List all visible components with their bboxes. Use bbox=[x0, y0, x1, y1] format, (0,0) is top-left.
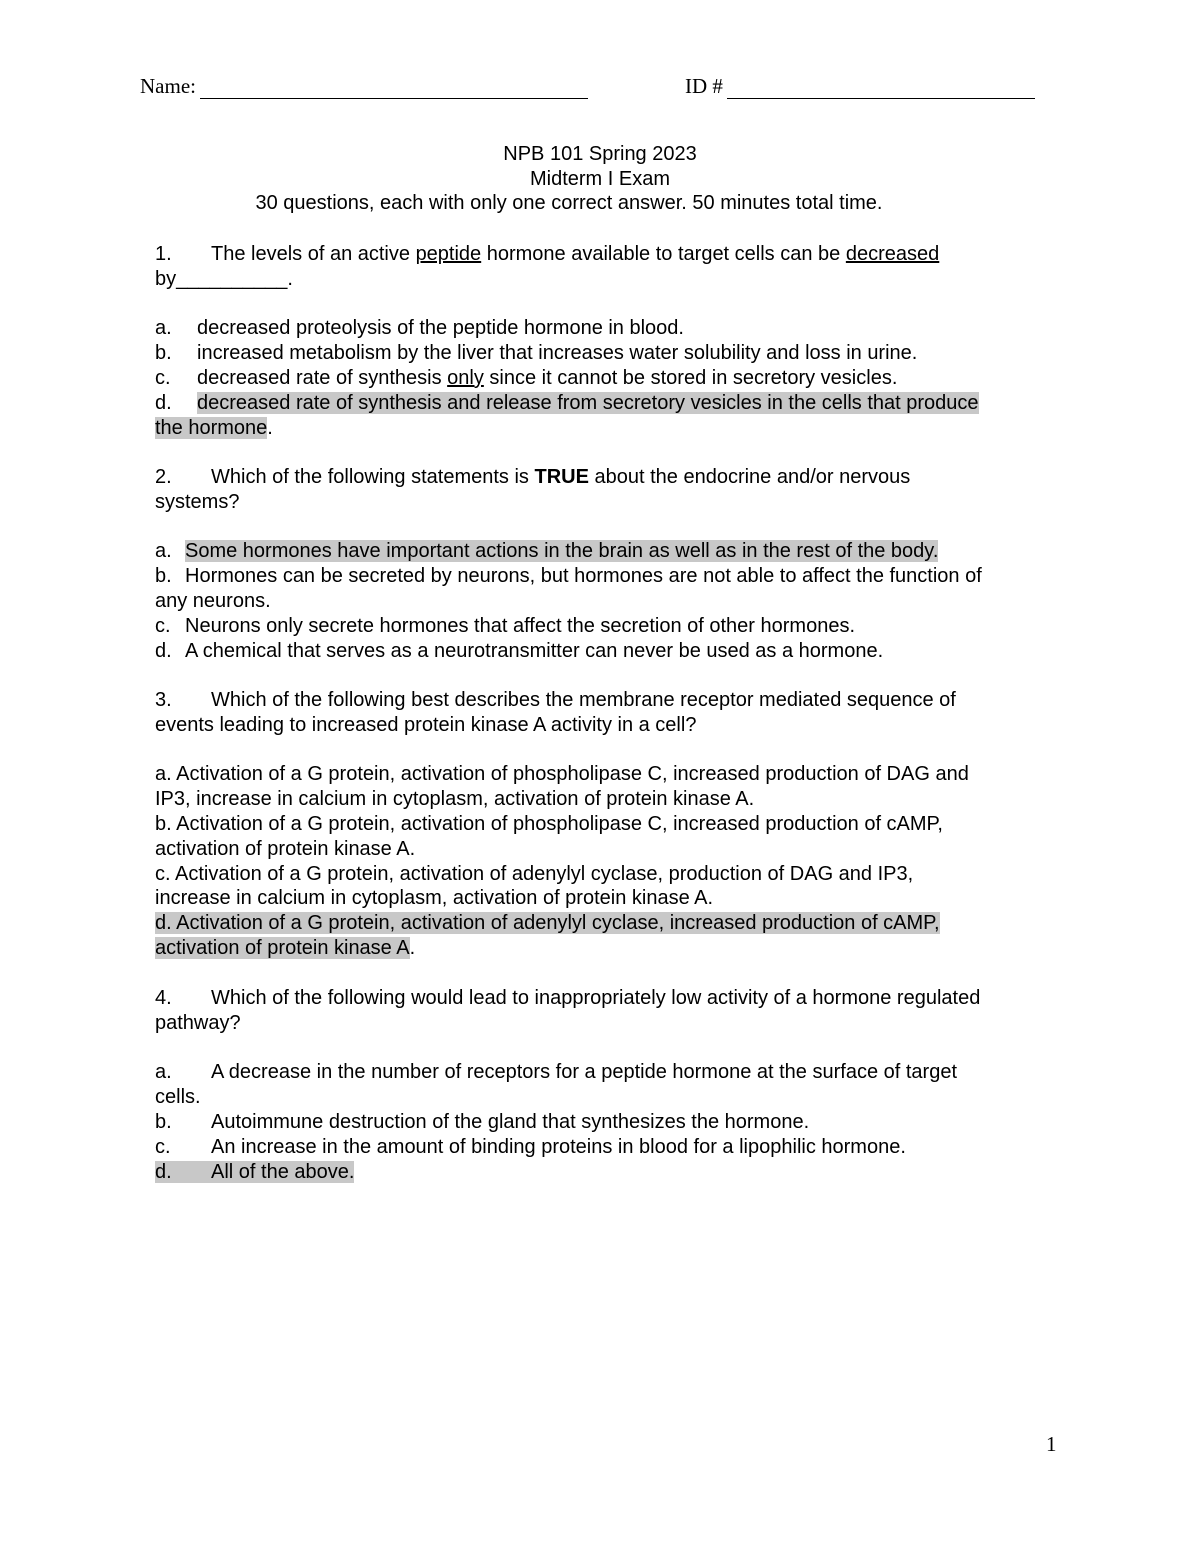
option-d[interactable]: d. A chemical that serves as a neurotransmitter can never be used as a hormone. bbox=[155, 639, 884, 662]
option-b[interactable]: b. Activation of a G protein, activation of phospholipase C, increased production of cAMP, bbox=[155, 812, 943, 835]
exam-title: Midterm I Exam bbox=[529, 168, 671, 190]
option-c[interactable]: c. decreased rate of synthesis only since it cannot be stored in secretory vesicles. bbox=[155, 366, 898, 389]
question-4-stem: 4. Which of the following would lead to inappropriately low activity of a hormone regulated bbox=[155, 987, 981, 1009]
question-number: 4. bbox=[155, 987, 172, 1009]
exam-instructions: 30 questions, each with only one correct answer. 50 minutes total time. bbox=[255, 192, 883, 214]
question-3-stem: 3. Which of the following best describes the membrane receptor mediated sequence of bbox=[155, 689, 956, 711]
option-a-correct[interactable]: a. Some hormones have important actions in the brain as well as in the rest of the body. bbox=[155, 540, 939, 563]
option-c[interactable]: c. Neurons only secrete hormones that affect the secretion of other hormones. bbox=[155, 614, 855, 637]
option-a[interactable]: a. decreased proteolysis of the peptide hormone in blood. bbox=[155, 317, 684, 340]
option-b[interactable]: b. Autoimmune destruction of the gland that synthesizes the hormone. bbox=[155, 1110, 810, 1133]
option-b[interactable]: b. Hormones can be secreted by neurons, but hormones are not able to affect the function of bbox=[155, 565, 982, 588]
answer-highlight: activation of protein kinase A bbox=[155, 936, 410, 959]
option-c[interactable]: c. Activation of a G protein, activation of adenylyl cyclase, production of DAG and IP3, bbox=[155, 862, 914, 885]
question-1-stem: 1. The levels of an active peptide hormone available to target cells can be decreased bbox=[155, 243, 940, 265]
question-3: 3. Which of the following best describes the membrane receptor mediated sequence of events leading to increased protein kinase A activity in a cell? a. Activation of a G protein, activation of phospholipase C, increased production of DAG and IP3, increase in calcium in cytoplasm, activation of protein kinase A. b. Activation of a G protein, activation of phospholipase C, increased production of cAMP, activation of protein kinase A. c. Activation of a G protein, activation of adenylyl cyclase, production of DAG and IP3, increase in calcium in cytoplasm, activation of protein kinase A. d. Activation of a G protein, activation of adenylyl cyclase, increased production of cAMP, activation of protein kinase A. bbox=[155, 688, 1055, 961]
answer-highlight: the hormone bbox=[155, 416, 268, 439]
name-field[interactable] bbox=[140, 74, 588, 99]
answer-highlight: d. All of the above. bbox=[155, 1160, 355, 1183]
option-a[interactable]: a. Activation of a G protein, activation of phospholipase C, increased production of DAG and bbox=[155, 763, 969, 786]
question-number: 3. bbox=[155, 689, 172, 711]
course-title: NPB 101 Spring 2023 bbox=[503, 143, 697, 165]
option-b[interactable]: b. increased metabolism by the liver that increases water solubility and loss in urine. bbox=[155, 342, 918, 365]
question-4: 4. Which of the following would lead to inappropriately low activity of a hormone regulated pathway? a. A decrease in the number of receptors for a peptide hormone at the surface of target cells. b. Autoimmune destruction of the gland that synthesizes the hormone. c. An increase in the amount of binding proteins in blood for a lipophilic hormone. d. All of the above. bbox=[155, 986, 1055, 1184]
option-d-correct[interactable] bbox=[155, 911, 1055, 936]
answer-highlight: decreased rate of synthesis and release from secretory vesicles in the cells that produce bbox=[197, 391, 979, 414]
name-label: Name: bbox=[140, 74, 196, 98]
question-number: 1. bbox=[155, 243, 172, 265]
answer-highlight: d. Activation of a G protein, activation of adenylyl cyclase, increased production of cAMP, bbox=[155, 912, 940, 935]
name-line[interactable] bbox=[200, 78, 588, 99]
option-d-correct[interactable]: d. decreased rate of synthesis and release from secretory vesicles in the cells that produce bbox=[155, 391, 979, 414]
id-line[interactable] bbox=[727, 78, 1035, 99]
id-label: ID # bbox=[685, 74, 723, 98]
answer-highlight: Some hormones have important actions in the brain as well as in the rest of the body. bbox=[185, 540, 939, 563]
option-a[interactable]: a. A decrease in the number of receptors for a peptide hormone at the surface of target bbox=[155, 1061, 957, 1084]
question-2: 2. Which of the following statements is TRUE about the endocrine and/or nervous systems? a. Some hormones have important actions in the brain as well as in the rest of the body. b. Hormones can be secreted by neurons, but hormones are not able to affect the function of any neurons. c. Neurons only secrete hormones that affect the secretion of other hormones. d. A chemical that serves as a neurotransmitter can never be used as a hormone. bbox=[155, 465, 1055, 663]
page-number: 1 bbox=[1046, 1432, 1057, 1456]
question-2-stem: 2. Which of the following statements is TRUE about the endocrine and/or nervous bbox=[155, 466, 911, 488]
option-d-correct[interactable] bbox=[155, 1160, 1055, 1185]
question-1: 1. The levels of an active peptide hormone available to target cells can be decreased by__________. a. decreased proteolysis of the peptide hormone in blood. b. increased metabolism by the liver that increases water solubility and loss in urine. c. decreased rate of synthesis only since it cannot be stored in secretory vesicles. d. decreased rate of synthesis and release from secretory vesicles in the cells that produce the hormone. bbox=[155, 242, 1055, 440]
option-c[interactable]: c. An increase in the amount of binding proteins in blood for a lipophilic hormone. bbox=[155, 1135, 906, 1158]
id-field[interactable] bbox=[685, 74, 1035, 99]
question-number: 2. bbox=[155, 466, 172, 488]
